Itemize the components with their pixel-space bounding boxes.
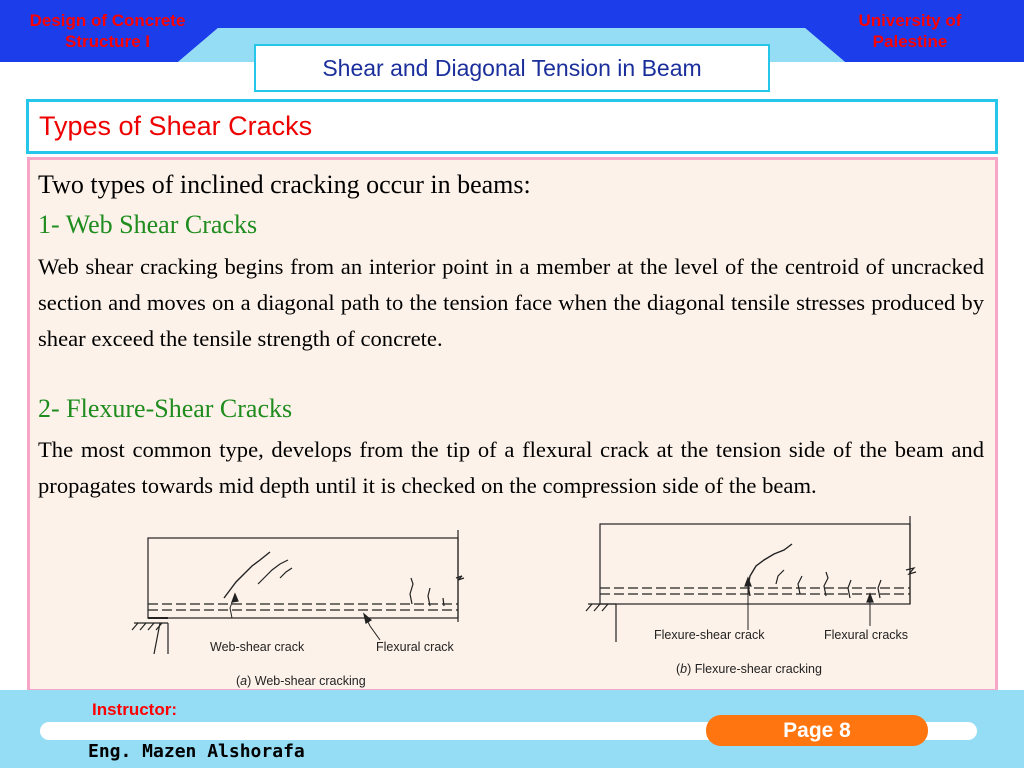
figure-flexure-shear-cracking — [580, 514, 920, 684]
instructor-label: Instructor: — [92, 700, 177, 719]
caption-letter-b: b — [680, 662, 688, 676]
web-shear-diagram — [120, 522, 500, 690]
caption-web-shear-text: Web-shear cracking — [254, 674, 366, 688]
label-flexure-shear-crack: Flexure-shear crack — [654, 628, 765, 642]
caption-flexure-shear: (b) Flexure-shear cracking — [676, 662, 822, 676]
slide-header-title: Shear and Diagonal Tension in Beam — [254, 44, 770, 92]
flexure-shear-diagram — [580, 514, 920, 684]
caption-letter-a: a — [240, 674, 248, 688]
section-title: Types of Shear Cracks — [26, 99, 998, 154]
web-shear-heading: 1- Web Shear Cracks — [38, 210, 258, 239]
label-web-shear-crack: Web-shear crack — [210, 640, 305, 654]
intro-text: Two types of inclined cracking occur in beams: — [38, 170, 531, 199]
caption-web-shear: (a) Web-shear cracking — [236, 674, 366, 688]
course-title: Design of Concrete Structure I — [29, 11, 186, 51]
instructor-name: Eng. Mazen Alshorafa — [88, 741, 305, 762]
label-flexural-crack: Flexural crack — [376, 640, 454, 654]
figure-web-shear-cracking — [120, 522, 500, 690]
flexure-shear-heading: 2- Flexure-Shear Cracks — [38, 394, 293, 423]
flexure-shear-paragraph: The most common type, develops from the tip of a flexural crack at the tension side of the beam and propagates towards mid depth until it is checked on the compression side of the beam. — [38, 437, 984, 498]
page-number-badge: Page 8 — [706, 715, 928, 746]
university-name: University of Palestine — [858, 11, 962, 51]
label-flexural-cracks: Flexural cracks — [824, 628, 909, 642]
caption-flexure-shear-text: Flexure-shear cracking — [694, 662, 822, 676]
web-shear-paragraph: Web shear cracking begins from an interior point in a member at the level of the centroid of uncracked section and moves on a diagonal path to the tension face when the diagonal tensile stresses produced by shear exceed the tensile strength of concrete. — [38, 254, 984, 351]
